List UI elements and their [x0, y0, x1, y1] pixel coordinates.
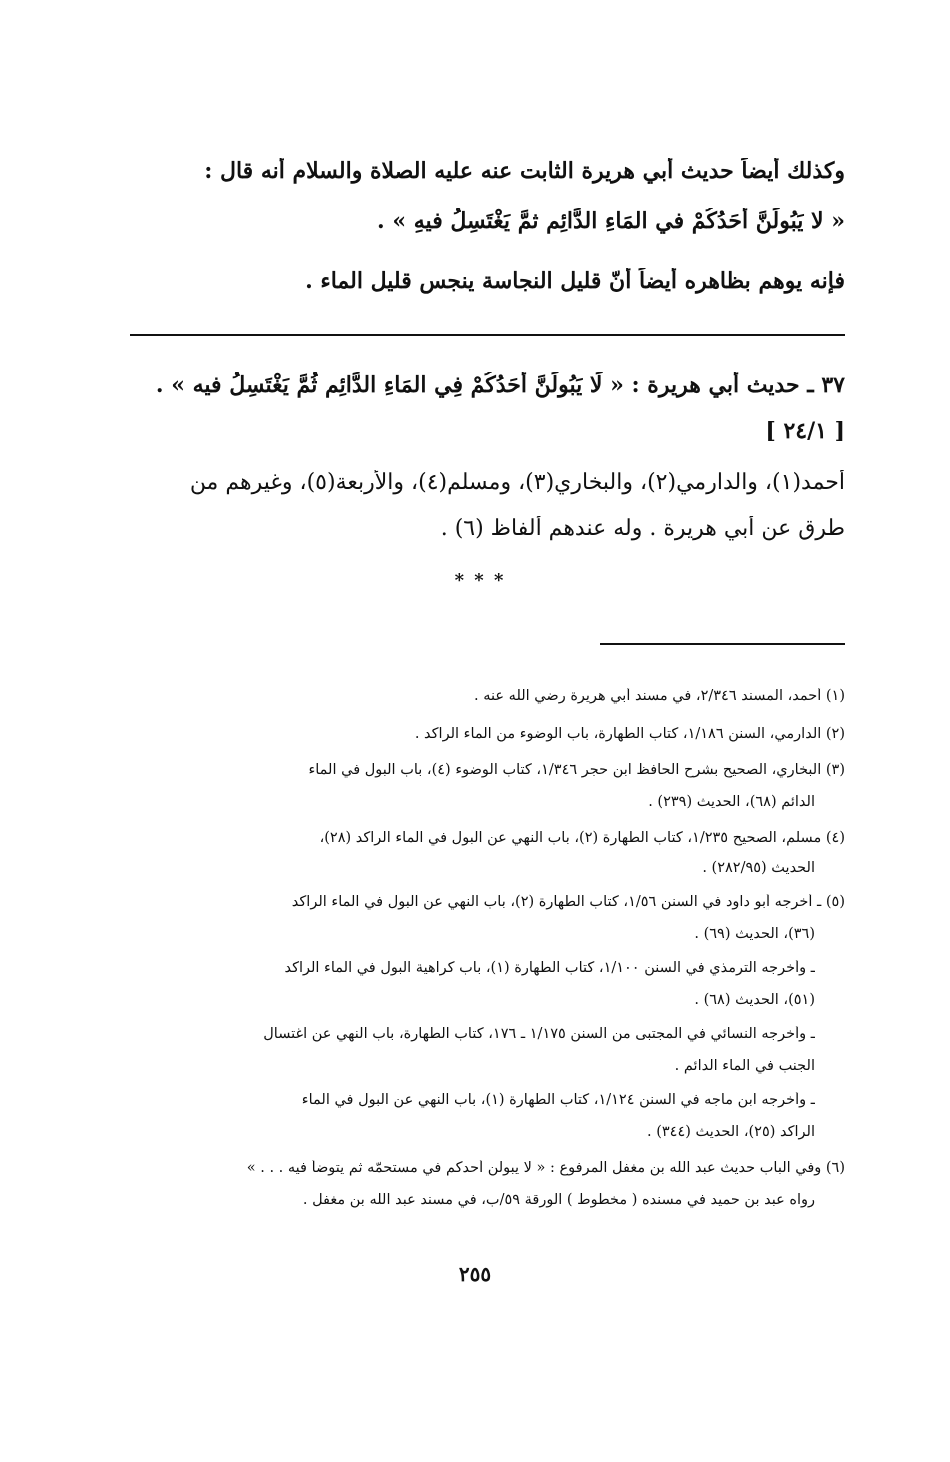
footnote-5d-cont: الراكد (٢٥)، الحديث (٣٤٤) . [646, 1124, 815, 1140]
footnote-5b-cont: (٥١)، الحديث (٦٨) . [694, 992, 815, 1008]
hadith-takhrij-line-2: طرق عن أبي هريرة . وله عندهم ألفاظ (٦) . [440, 516, 845, 541]
footnote-rule [600, 643, 845, 645]
footnote-5: (٥) ـ أخرجه أبو داود في السنن ١/٥٦، كتاب الطهارة (٢)، باب النهي عن البول في الماء الراكد [291, 894, 845, 910]
footnote-6-cont: رواه عبد بن حميد في مسنده ( مخطوط ) الورقة ٥٩/ب، في مسند عبد الله بن مغفل . [302, 1192, 815, 1208]
footnote-5c-cont: الجنب في الماء الدائم . [674, 1058, 815, 1074]
footnote-3: (٣) البخاري، الصحيح بشرح الحافظ ابن حجر ١/٣٤٦، كتاب الوضوء (٤)، باب البول في الماء [308, 762, 845, 778]
footnote-5c: ـ وأخرجه النسائي في المجتبى من السنن ١/١٧٥ ـ ١٧٦، كتاب الطهارة، باب النهي عن اغتسال [263, 1026, 815, 1042]
footnote-4: (٤) مسلم، الصحيح ١/٢٣٥، كتاب الطهارة (٢)، باب النهي عن البول في الماء الراكد (٢٨)، [319, 830, 845, 846]
footnote-1: (١) أحمد، المسند ٢/٣٤٦، في مسند أبي هريرة رضي الله عنه . [474, 688, 845, 704]
footnote-5-cont: (٣٦)، الحديث (٦٩) . [694, 926, 815, 942]
footnote-2: (٢) الدارمي، السنن ١/١٨٦، كتاب الطهارة، باب الوضوء من الماء الراكد . [414, 726, 845, 742]
section-divider [130, 334, 845, 336]
hadith-reference: [ ٢٤/١ ] [765, 418, 845, 444]
page-number: ٢٥٥ [458, 1262, 492, 1286]
hadith-takhrij-line-1: أحمد(١)، والدارمي(٢)، والبخاري(٣)، ومسلم(٤)، والأربعة(٥)، وغيرهم من [189, 470, 845, 495]
body-line-3: فإنه يوهم بظاهره أيضاً أنّ قليل النجاسة ينجس قليل الماء . [305, 268, 845, 294]
footnote-4-cont: الحديث (٢٨٢/٩٥) . [702, 860, 815, 876]
footnote-3-cont: الدائم (٦٨)، الحديث (٢٣٩) . [648, 794, 815, 810]
section-separator: * * * [454, 570, 506, 591]
footnote-5b: ـ وأخرجه الترمذي في السنن ١/١٠٠، كتاب الطهارة (١)، باب كراهية البول في الماء الراكد [284, 960, 815, 976]
body-line-2: « لا يَبُولَنَّ أَحَدُكُمْ في المَاءِ الدَّائِمِ ثمَّ يَغْتَسِلُ فيهِ » . [377, 208, 845, 234]
hadith-heading: ٣٧ ـ حديث أبي هريرة : « لَا يَبُولَنَّ أَحَدُكُمْ فِي المَاءِ الدَّائِمِ ثُمَّ يَغْتَسِلُ فيه » . [155, 372, 845, 398]
footnote-5d: ـ وأخرجه ابن ماجه في السنن ١/١٢٤، كتاب الطهارة (١)، باب النهي عن البول في الماء [301, 1092, 815, 1108]
body-line-1: وكذلك أيضاً حديث أبي هريرة الثابت عنه عليه الصلاة والسلام أنه قال : [204, 158, 845, 184]
footnote-6: (٦) وفي الباب حديث عبد الله بن مغفل المرفوع : « لا يبولن أحدكم في مستحمّه ثم يتوضأ فيه . . . » [246, 1160, 845, 1176]
